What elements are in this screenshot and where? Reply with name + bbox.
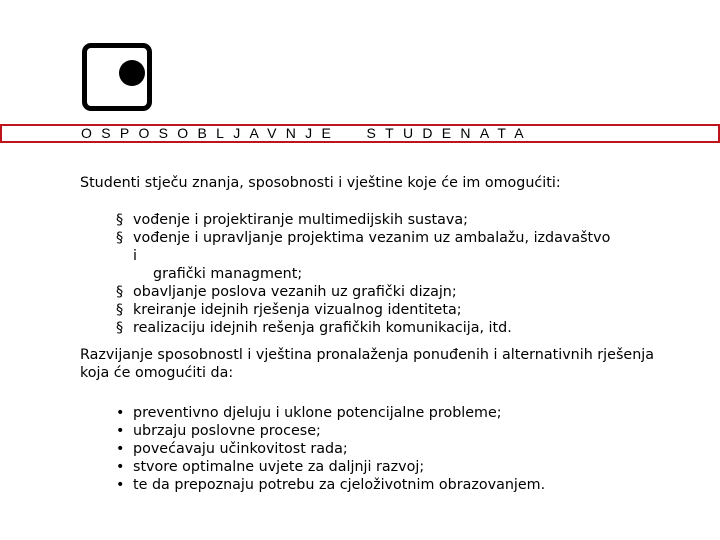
list-item: • preventivno djeluju i uklone potencijalne probleme; xyxy=(116,405,502,421)
list-item: § realizaciju idejnih rešenja grafičkih komunikacija, itd. xyxy=(116,320,512,336)
list-item: • stvore optimalne uvjete za daljnji razvoj; xyxy=(116,459,425,475)
intro-paragraph-1: Studenti stječu znanja, sposobnosti i vještine koje će im omogućiti: xyxy=(80,175,561,191)
list-item: • povećavaju učinkovitost rada; xyxy=(116,441,348,457)
list-item: § obavljanje poslova vezanih uz grafički dizajn; xyxy=(116,284,457,300)
list-item: § vođenje i projektiranje multimedijskih sustava; xyxy=(116,212,468,228)
list-item: • te da prepoznaju potrebu za cjeloživotnim obrazovanjem. xyxy=(116,477,546,493)
skills-list xyxy=(116,211,616,337)
page-title: OSPOSOBLJAVNJE STUDENATA xyxy=(81,125,533,141)
intro-paragraph-2: Razvijanje sposobnostl i vještina pronalaženja ponuđenih i alternativnih rješenja koja će omogućiti da: xyxy=(80,347,654,381)
outcomes-list xyxy=(116,404,616,494)
logo-icon xyxy=(82,43,152,111)
list-item: § kreiranje idejnih rješenja vizualnog identiteta; xyxy=(116,302,462,318)
logo-dot xyxy=(119,60,145,86)
list-item: • ubrzaju poslovne procese; xyxy=(116,423,321,439)
list-item: § vođenje i upravljanje projektima vezanim uz ambalažu, izdavaštvo i grafički managment; xyxy=(116,230,611,282)
